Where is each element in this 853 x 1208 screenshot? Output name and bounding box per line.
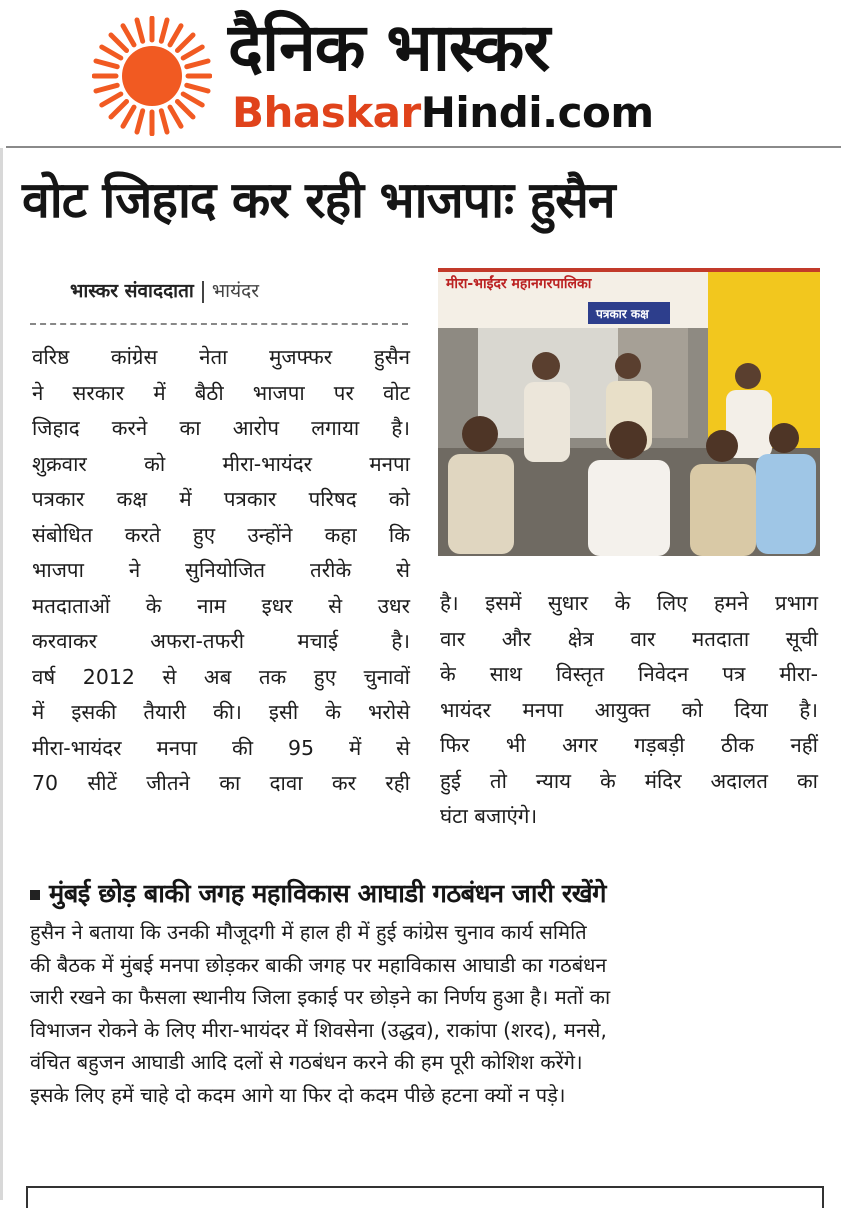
brand-en-part1: Bhaskar [232,88,421,137]
text-line: वार और क्षेत्र वार मतदाता सूची [440,626,818,651]
byline-place: भायंदर [211,280,259,302]
text-line: वंचित बहुजन आघाडी आदि दलों से गठबंधन करने की हम पूरी कोशिश करेंगे। [30,1050,583,1074]
text-line: करवाकर अफरा-तफरी मचाई है। [32,629,410,653]
sun-ray [111,101,127,117]
text-line: मतदाताओं के नाम इधर से उधर [32,593,410,618]
sun-ray [170,26,181,45]
text-line: में इसकी तैयारी की। इसी के भरोसे [32,700,410,724]
byline [70,276,259,306]
article-headline: वोट जिहाद कर रही भाजपाः हुसैन [22,171,615,229]
sun-ray [161,111,167,132]
subhead-text: मुंबई छोड़ बाकी जगह महाविकास आघाडी गठबंधन जारी रखेंगे [49,879,607,909]
next-article-box-edge [26,1186,824,1208]
brand-en-part2: Hindi.com [420,88,654,137]
sun-ray [102,94,121,105]
sun-ray [183,47,202,58]
text-line: ने सरकार में बैठी भाजपा पर वोट [32,380,410,405]
sun-ray [96,85,117,91]
byline-source: भास्कर संवाददाता [70,280,194,302]
bullet-square-icon [30,890,40,900]
sun-ray [177,101,193,117]
brand-hindi-logo: दैनिक भास्कर [228,9,550,86]
sun-ray [111,35,127,51]
sun-ray [177,35,193,51]
text-line: पत्रकार कक्ष में पत्रकार परिषद को [32,487,410,511]
sun-ray [137,20,143,41]
text-line: इसके लिए हमें चाहे दो कदम आगे या फिर दो कदम पीछे हटना क्यों न पड़े। [30,1082,566,1107]
text-line: की बैठक में मुंबई मनपा छोड़कर बाकी जगह पर महाविकास आघाडी का गठबंधन [30,952,607,977]
article-subhead [30,876,830,912]
byline-divider [30,323,408,325]
sun-ray [137,111,143,132]
text-line: भाजपा ने सुनियोजित तरीके से [32,558,410,582]
text-line: 70 सीटें जीतने का दावा कर रही [32,771,410,795]
text-line: शुक्रवार को मीरा-भायंदर मनपा [32,451,410,476]
sun-logo-icon [92,16,212,136]
text-line: मीरा-भायंदर मनपा की 95 में से [32,735,410,760]
text-line: फिर भी अगर गड़बड़ी ठीक नहीं [440,733,818,757]
masthead [0,0,853,142]
text-line: हुई तो न्याय के मंदिर अदालत का [440,768,818,793]
sun-ray [96,61,117,67]
text-line: के साथ विस्तृत निवेदन पत्र मीरा- [440,662,818,686]
photo-banner-text: मीरा-भाईंदर महानगरपालिका [446,276,592,292]
sun-ray [187,61,208,67]
article-left-column [32,340,410,802]
text-line: जिहाद करने का आरोप लगाया है। [32,416,410,440]
text-line: जारी रखने का फैसला स्थानीय जिला इकाई पर छोड़ने का निर्णय हुआ है। मतों का [30,985,611,1009]
text-line: विभाजन रोकने के लिए मीरा-भायंदर में शिवसेना (उद्धव), राकांपा (शरद), मनसे, [30,1017,607,1042]
sun-ray [170,107,181,126]
text-line: भायंदर मनपा आयुक्त को दिया है। [440,697,818,722]
text-line: वरिष्ठ कांग्रेस नेता मुजफ्फर हुसैन [32,345,410,369]
text-line: हुसैन ने बताया कि उनकी मौजूदगी में हाल ही में हुई कांग्रेस चुनाव कार्य समिति [30,920,587,944]
text-line: संबोधित करते हुए उन्होंने कहा कि [32,522,410,547]
brand-english-logo [232,88,654,138]
sun-ray [161,20,167,41]
photo-banner-sub: पत्रकार कक्ष [596,307,649,321]
sun-ray [123,26,134,45]
sun-ray [183,94,202,105]
text-line: वर्ष 2012 से अब तक हुए चुनावों [32,664,410,689]
text-line: घंटा बजाएंगे। [440,804,538,828]
sun-ray [123,107,134,126]
sun-ray [102,47,121,58]
masthead-divider [6,146,841,148]
press-conference-photo [438,268,820,556]
article-right-column [440,586,818,835]
page-edge-shadow [0,148,3,1200]
sun-ray [187,85,208,91]
text-line: है। इसमें सुधार के लिए हमने प्रभाग [440,591,818,615]
byline-separator [202,281,204,303]
article-bottom-paragraph [30,916,820,1111]
